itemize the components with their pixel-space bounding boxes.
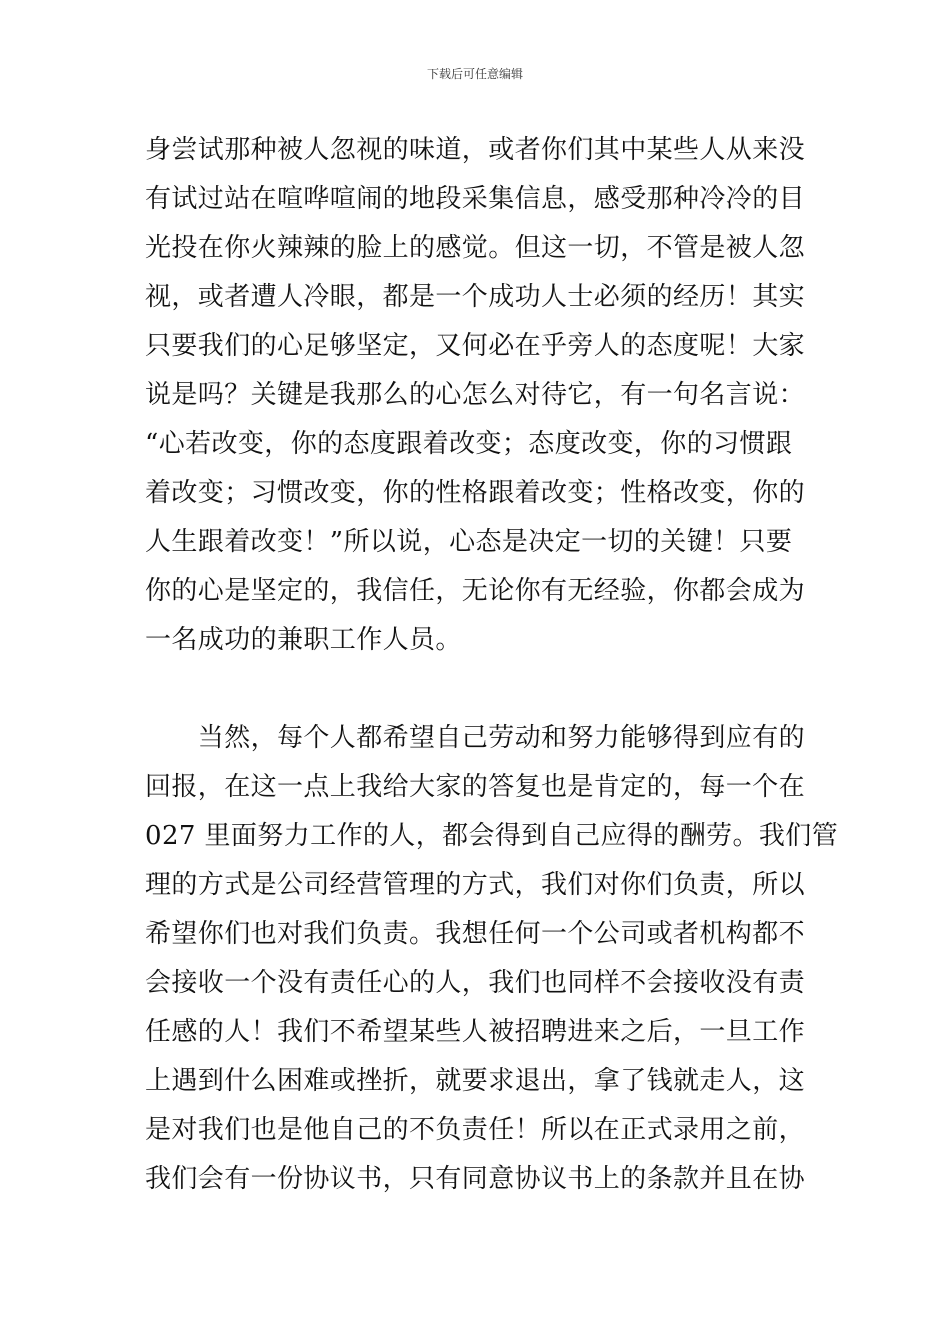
- text-line: 上遇到什么困难或挫折，就要求退出，拿了钱就走人，这: [145, 1066, 806, 1096]
- text-line: 会接收一个没有责任心的人，我们也同样不会接收没有责: [145, 968, 806, 998]
- text-line: 希望你们也对我们负责。我想任何一个公司或者机构都不: [145, 919, 806, 949]
- paragraph-2: [145, 714, 839, 1204]
- text-line: 理的方式是公司经营管理的方式，我们对你们负责，所以: [145, 870, 806, 900]
- paragraph-1: [145, 126, 807, 665]
- text-line: 有试过站在喧哗喧闹的地段采集信息，感受那种冷冷的目: [145, 184, 806, 214]
- text-line: 光投在你火辣辣的脸上的感觉。但这一切，不管是被人忽: [145, 233, 806, 263]
- text-line: 我们会有一份协议书，只有同意协议书上的条款并且在协: [145, 1164, 806, 1194]
- text-line: 当然，每个人都希望自己劳动和努力能够得到应有的: [145, 723, 806, 753]
- page-header-note: 下载后可任意编辑: [426, 67, 523, 81]
- text-line: 说是吗？关键是我那么的心怎么对待它，有一句名言说：: [145, 380, 806, 410]
- text-line: 人生跟着改变！”所以说，心态是决定一切的关键！只要: [145, 527, 793, 557]
- text-line: 一名成功的兼职工作人员。: [145, 625, 462, 655]
- text-line: 027 里面努力工作的人，都会得到自己应得的酬劳。我们管: [145, 821, 839, 851]
- document-body: [145, 126, 839, 1204]
- text-line: “心若改变，你的态度跟着改变；态度改变，你的习惯跟: [145, 429, 793, 459]
- text-line: 任感的人！我们不希望某些人被招聘进来之后，一旦工作: [145, 1017, 806, 1047]
- text-line: 只要我们的心足够坚定，又何必在乎旁人的态度呢！大家: [145, 331, 806, 361]
- text-line: 身尝试那种被人忽视的味道，或者你们其中某些人从来没: [145, 135, 806, 165]
- text-line: 回报，在这一点上我给大家的答复也是肯定的，每一个在: [145, 772, 806, 802]
- paragraph-spacer: [145, 665, 807, 714]
- text-line: 着改变；习惯改变，你的性格跟着改变；性格改变，你的: [145, 478, 806, 508]
- text-line: 视，或者遭人冷眼，都是一个成功人士必须的经历！其实: [145, 282, 806, 312]
- text-line: 你的心是坚定的，我信任，无论你有无经验，你都会成为: [145, 576, 806, 606]
- text-line: 是对我们也是他自己的不负责任！所以在正式录用之前，: [145, 1115, 806, 1145]
